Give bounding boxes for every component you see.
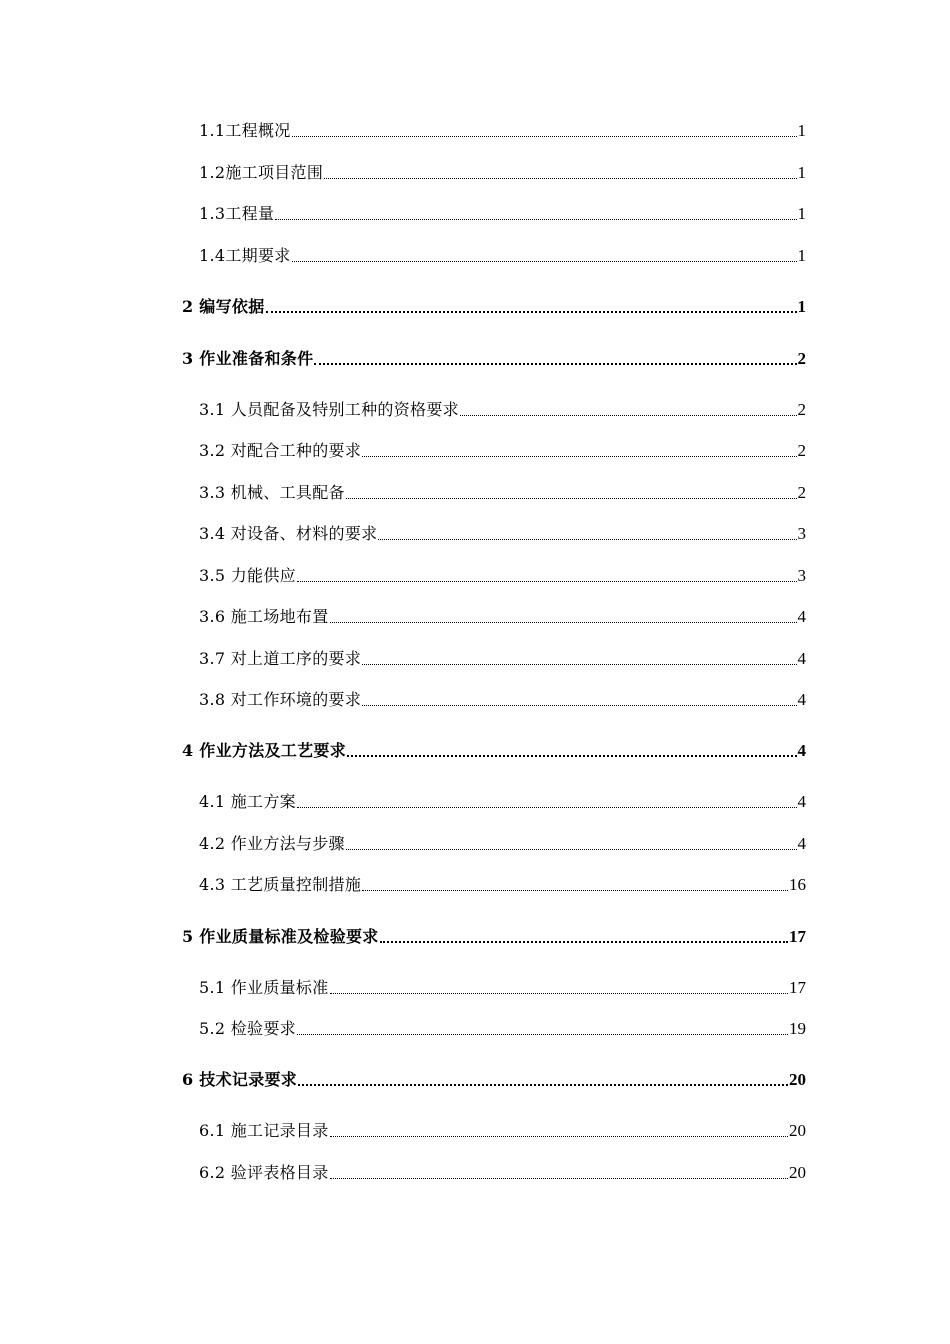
toc-entry-page: 17 (789, 927, 806, 946)
toc-entry-title: 6.2 验评表格目录 (199, 1163, 329, 1182)
toc-entry-page: 2 (797, 400, 806, 419)
toc-entry[interactable] (199, 119, 806, 143)
toc-entry-page: 4 (797, 792, 806, 811)
toc-entry-title: 3.8 对工作环境的要求 (199, 690, 362, 709)
toc-entry[interactable] (199, 564, 806, 588)
toc-entry-page: 2 (797, 349, 806, 368)
toc-dot-leader (346, 832, 797, 856)
toc-dot-leader (298, 1068, 788, 1092)
toc-dot-leader (330, 976, 788, 1000)
toc-entry[interactable] (199, 202, 806, 226)
toc-entry-page: 1 (797, 121, 806, 140)
toc-entry[interactable] (199, 790, 806, 814)
toc-entry-page: 20 (789, 1070, 806, 1089)
toc-dot-leader (266, 295, 797, 319)
toc-entry[interactable] (199, 481, 806, 505)
toc-entry-title: 3.1 人员配备及特别工种的资格要求 (199, 400, 459, 419)
toc-entry-title: 6 技术记录要求 (182, 1070, 298, 1089)
toc-entry[interactable] (182, 347, 806, 371)
toc-dot-leader (330, 1119, 788, 1143)
toc-entry-page: 1 (797, 163, 806, 182)
toc-entry-title: 5.1 作业质量标准 (199, 978, 329, 997)
toc-entry[interactable] (199, 522, 806, 546)
toc-entry-title: 3 作业准备和条件 (182, 349, 314, 368)
toc-entry-page: 3 (797, 524, 806, 543)
toc-dot-leader (362, 647, 796, 671)
toc-entry[interactable] (199, 1119, 806, 1143)
toc-dot-leader (275, 202, 796, 226)
toc-entry-page: 4 (797, 741, 806, 760)
toc-entry-page: 4 (797, 649, 806, 668)
toc-dot-leader (362, 688, 796, 712)
toc-dot-leader (460, 398, 797, 422)
toc-dot-leader (330, 1161, 788, 1185)
toc-entry-page: 1 (797, 204, 806, 223)
toc-entry-title: 1.1工程概况 (199, 121, 291, 140)
toc-dot-leader (362, 439, 796, 463)
toc-entry[interactable] (182, 925, 806, 949)
toc-entry-page: 20 (789, 1163, 806, 1182)
toc-entry-title: 1.4工期要求 (199, 246, 291, 265)
toc-entry-title: 3.3 机械、工具配备 (199, 483, 345, 502)
toc-entry-page: 19 (789, 1019, 806, 1038)
toc-entry-title: 1.3工程量 (199, 204, 275, 223)
toc-dot-leader (297, 790, 797, 814)
toc-entry[interactable] (199, 244, 806, 268)
toc-entry-title: 6.1 施工记录目录 (199, 1121, 329, 1140)
toc-dot-leader (297, 1017, 788, 1041)
toc-entry[interactable] (199, 976, 806, 1000)
toc-dot-leader (378, 522, 796, 546)
toc-entry-page: 16 (789, 875, 806, 894)
toc-entry-page: 4 (797, 690, 806, 709)
toc-entry-page: 3 (797, 566, 806, 585)
toc-dot-leader (314, 347, 796, 371)
toc-dot-leader (346, 481, 797, 505)
toc-dot-leader (324, 161, 796, 185)
toc-entry-title: 3.5 力能供应 (199, 566, 296, 585)
toc-entry-title: 3.2 对配合工种的要求 (199, 441, 362, 460)
toc-dot-leader (292, 244, 797, 268)
toc-entry-title: 4.1 施工方案 (199, 792, 296, 811)
toc-entry[interactable] (199, 688, 806, 712)
toc-entry-title: 4.2 作业方法与步骤 (199, 834, 345, 853)
toc-entry[interactable] (199, 1161, 806, 1185)
toc-entry[interactable] (199, 605, 806, 629)
toc-entry-page: 1 (797, 246, 806, 265)
toc-dot-leader (380, 925, 788, 949)
toc-entry[interactable] (182, 739, 806, 763)
toc-entry[interactable] (199, 873, 806, 897)
toc-entry-page: 2 (797, 483, 806, 502)
toc-entry-title: 4.3 工艺质量控制措施 (199, 875, 362, 894)
toc-entry[interactable] (182, 1068, 806, 1092)
toc-entry-title: 5.2 检验要求 (199, 1019, 296, 1038)
toc-entry-title: 1.2施工项目范围 (199, 163, 324, 182)
toc-entry-title: 5 作业质量标准及检验要求 (182, 927, 379, 946)
toc-entry[interactable] (199, 398, 806, 422)
toc-entry-page: 2 (797, 441, 806, 460)
toc-entry-title: 3.4 对设备、材料的要求 (199, 524, 378, 543)
toc-dot-leader (292, 119, 797, 143)
toc-entry[interactable] (199, 832, 806, 856)
toc-dot-leader (330, 605, 797, 629)
toc-entry[interactable] (199, 439, 806, 463)
toc-entry-title: 4 作业方法及工艺要求 (182, 741, 347, 760)
toc-entry[interactable] (182, 295, 806, 319)
toc-entry-title: 3.7 对上道工序的要求 (199, 649, 362, 668)
toc-entry-title: 3.6 施工场地布置 (199, 607, 329, 626)
toc-entry-page: 4 (797, 607, 806, 626)
toc-entry-page: 1 (797, 297, 806, 316)
toc-entry[interactable] (199, 161, 806, 185)
toc-entry[interactable] (199, 647, 806, 671)
toc-dot-leader (347, 739, 796, 763)
toc-entry-page: 20 (789, 1121, 806, 1140)
toc-entry-title: 2 编写依据 (182, 297, 265, 316)
toc-entry[interactable] (199, 1017, 806, 1041)
toc-entry-page: 17 (789, 978, 806, 997)
toc-dot-leader (362, 873, 788, 897)
toc-entry-page: 4 (797, 834, 806, 853)
toc-dot-leader (297, 564, 797, 588)
